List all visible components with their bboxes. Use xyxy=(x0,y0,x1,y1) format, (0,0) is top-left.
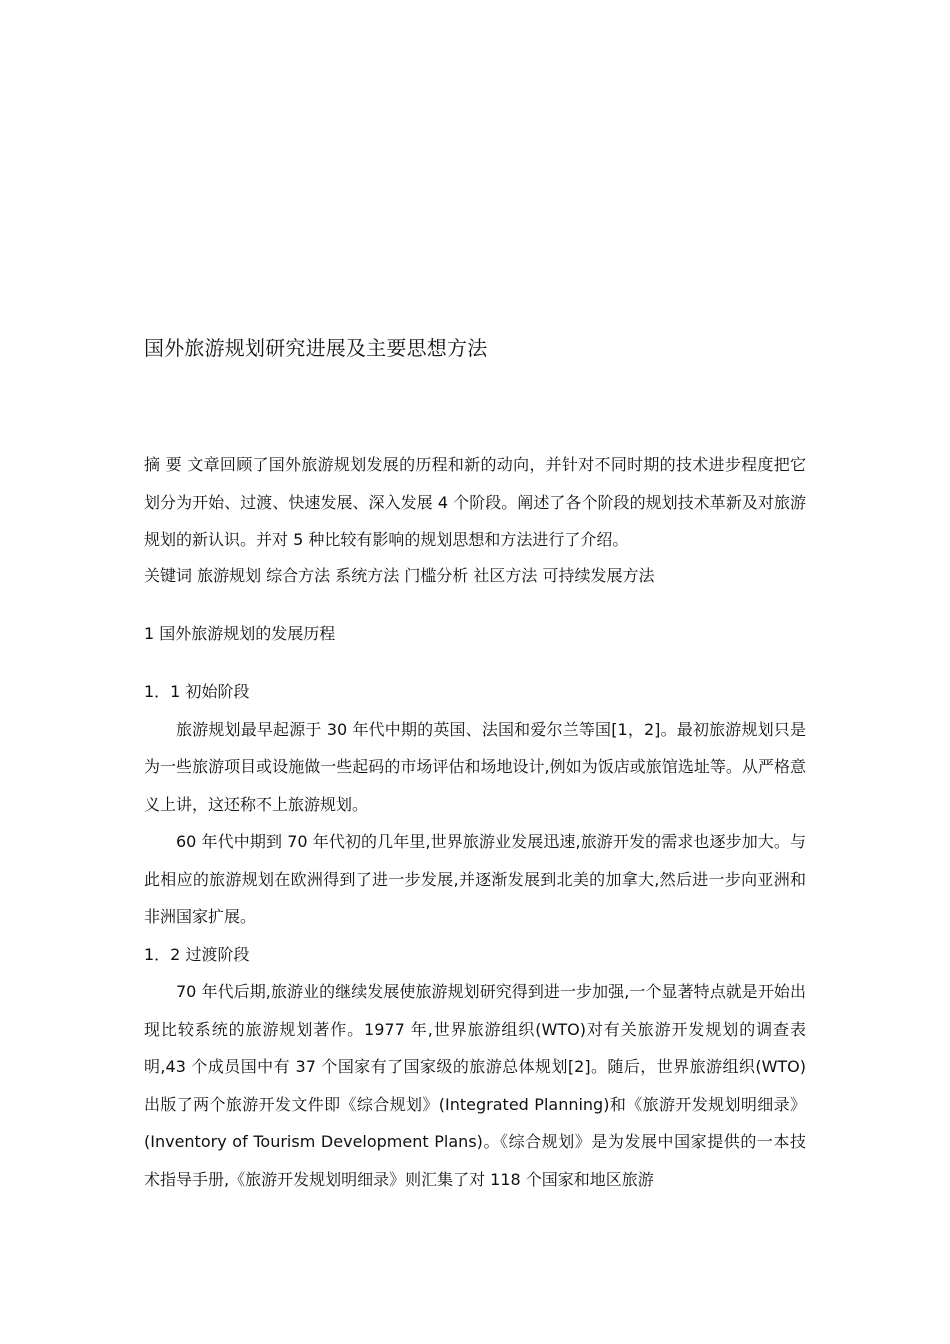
section-heading-1: 1 国外旅游规划的发展历程 xyxy=(144,624,336,643)
abstract-paragraph: 摘 要 文章回顾了国外旅游规划发展的历程和新的动向，并针对不同时期的技术进步程度把它划分为开始、过渡、快速发展、深入发展 4 个阶段。阐述了各个阶段的规划技术革新及对旅游规划的新认识。并对 5 种比较有影响的规划思想和方法进行了介绍。 xyxy=(144,455,806,549)
subsection-heading-1-2: 1．2 过渡阶段 xyxy=(144,944,250,964)
keywords-line: 关键词 旅游规划 综合方法 系统方法 门槛分析 社区方法 可持续发展方法 xyxy=(144,566,655,585)
subsection-heading-1-1: 1．1 初始阶段 xyxy=(144,682,250,701)
body-paragraph: 70 年代后期,旅游业的继续发展使旅游规划研究得到进一步加强,一个显著特点就是开始出现比较系统的旅游规划著作。1977 年,世界旅游组织(WTO)对有关旅游开发规划的调查表明,43 个成员国中有 37 个国家有了国家级的旅游总体规划[2]。随后，世界旅游组织(WTO)出版了两个旅游开发文件即《综合规划》(Integrated Planning)和《旅游开发规划明细录》(Inventory of Tourism Development Plans)。《综合规划》是为发展中国家提供的一本技术指导手册,《旅游开发规划明细录》则汇集了对 118 个国家和地区旅游 xyxy=(144,982,806,1189)
section-body xyxy=(144,673,806,1198)
document-title: 国外旅游规划研究进展及主要思想方法 xyxy=(144,336,488,360)
body-paragraph: 60 年代中期到 70 年代初的几年里,世界旅游业发展迅速,旅游开发的需求也逐步加大。与此相应的旅游规划在欧洲得到了进一步发展,并逐渐发展到北美的加拿大,然后进一步向亚洲和非洲国家扩展。 xyxy=(144,832,806,926)
body-paragraph: 旅游规划最早起源于 30 年代中期的英国、法国和爱尔兰等国[1，2]。最初旅游规划只是为一些旅游项目或设施做一些起码的市场评估和场地设计,例如为饭店或旅馆选址等。从严格意义上讲，这还称不上旅游规划。 xyxy=(144,719,806,814)
